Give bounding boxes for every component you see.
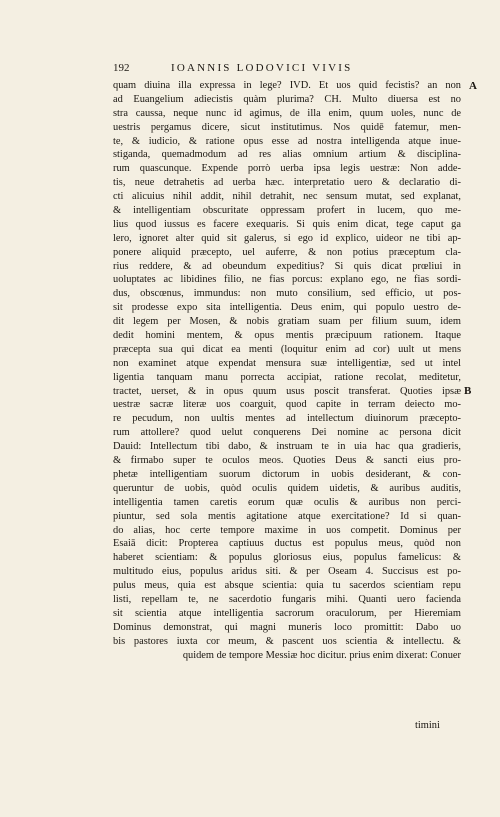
text-line: lius quod iussus es facere exequaris. Si quis enim dicat, tege caput ga (113, 218, 461, 230)
text-line: ponere aliquid præcepto, uel auferre, & non potius præceptum cla- (113, 246, 461, 258)
text-line: haberet scientiam: & populus gloriosus eius, populus famelicus: & (113, 552, 461, 564)
text-line: uestræ sacræ literæ uos coarguit, quod capite in terram deiecto mo- (113, 399, 461, 411)
text-line: phetæ intelligentiam suorum dictorum in uobis desiderant, & con- (113, 468, 461, 480)
text-line: ad Euangelium adiecistis quàm plurima? CH. Multo diuersa est no (113, 93, 461, 105)
text-line: dit legem per Mosen, & nobis gratiam suam per filium suum, idem (113, 316, 461, 328)
text-line: tractet, uerset, & in opus quum usus poscit transferat. Quoties ipsæ (113, 385, 461, 397)
text-line: & intelligentiam obscuritate oppressam profert in lucem, quo me- (113, 205, 461, 217)
text-line: uoluptates ac libidines filio, ne fias porcus: explano ego, ne fias sordi- (113, 274, 461, 286)
text-line: Dominus demonstrat, qui magni muneris loco promittit: Dabo uo (113, 621, 461, 633)
text-line: cti alicuius nihil addit, nihil detrahit, nec sensum mutat, sed explanat, (113, 191, 461, 203)
text-line: quam diuina illa expressa in lege? IVD. Et uos quid fecistis? an non (113, 80, 461, 91)
text-line: multitudo eius, populus aridus siti. & per Oseam 4. Succisus est po- (113, 566, 461, 578)
text-line: stra caussa, neque nunc id agimus, de illa enim, quum uoles, nunc de (113, 107, 461, 119)
text-line: piuntur, sed sola mentis agitatione atque exercitatione? Id si quan- (113, 510, 461, 522)
text-line: sit prodesse expo sita intelligentia. Deus enim, qui populo uestro de- (113, 302, 461, 314)
running-title: IOANNIS LODOVICI VIVIS (171, 62, 353, 74)
body-text (113, 79, 461, 662)
margin-note-a: A (469, 80, 477, 92)
text-line: dus, obscœnus, immundus: non muto consilium, sed efficio, ut pos- (113, 288, 461, 300)
text-line: pulus meus, quia est absque scientia: quia tu sacerdos scientiam repu (113, 580, 461, 592)
text-line: re pecudum, non uultis mentes ad intellectum diuinorum præcepto- (113, 413, 461, 425)
text-line: Esaiā dicit: Propterea captiuus ductus est populus meus, quòd non (113, 538, 461, 550)
text-line: dedit homini mentem, & opus mentis præcipuum rationem. Itaque (113, 330, 461, 342)
text-line: sit scientia atque intelligentia sacrorum oraculorum, per Hieremiam (113, 607, 461, 619)
catchword: timini (415, 720, 440, 731)
text-line: Dauid: Intellectum tibi dabo, & instruam te in uia hac qua gradieris, (113, 441, 461, 453)
text-line: rum attollere? quod uelut conquerens Dei nomine ac persona dicit (113, 427, 461, 439)
text-line: bis pastores iuxta cor meum, & pascent uos scientia & intellectu. & (113, 635, 461, 647)
text-line: listi, repellam te, ne sacerdotio fungaris mihi. Quanti uero facienda (113, 593, 461, 605)
page-header (113, 62, 453, 78)
text-line: ligentia tanquam manu porrecta accipiat, ratione recolat, meditetur, (113, 371, 461, 383)
text-line: uestris pergamus dicere, sicut institutimus. Nos quidē fatemur, men- (113, 121, 461, 133)
text-line: te, & iudicio, & ratione opus esse ad nostra intelligenda atque inue- (113, 135, 461, 147)
text-line: quidem de tempore Messiæ hoc dicitur. prius enim dixerat: Conuer (182, 649, 461, 661)
text-line: rius reddere, & ad obeundum expeditius? Si quis dicat prœliui in (113, 260, 461, 272)
text-line: queruntur de uobis, quòd oculis quidem uidetis, & auribus auditis, (113, 482, 461, 494)
text-line: non examinet atque expendat mensura suæ intelligentiæ, sed ut intel (113, 357, 461, 369)
text-line: do alias, hoc certe tempore maxime in uos competit. Dominus per (113, 524, 461, 536)
text-line: intelligentia tamen caretis eorum quæ oculis & auribus non perci- (113, 496, 461, 508)
text-line: stiganda, quemadmodum ad res alias omnium artium & disciplina- (113, 149, 461, 161)
text-line: tis, neue detrahetis ad uerba hæc. interpretatio uero & declaratio di- (113, 177, 461, 189)
text-line: rum quascunque. Expende porrò uerba ipsa legis uestræ: Non adde- (113, 163, 461, 175)
text-line: præcepta sua qui dicat ea menti (loquitur enim ad cor) uult ut mens (113, 343, 461, 355)
margin-note-b: B (464, 385, 472, 397)
page-number: 192 (113, 62, 130, 74)
text-line: lero, ignoret alter quid sit galerus, si ego id explico, uideor ne tibi ap- (113, 232, 461, 244)
text-line: & firmabo super te oculos meos. Quoties Deus & sancti eius pro- (113, 455, 461, 467)
